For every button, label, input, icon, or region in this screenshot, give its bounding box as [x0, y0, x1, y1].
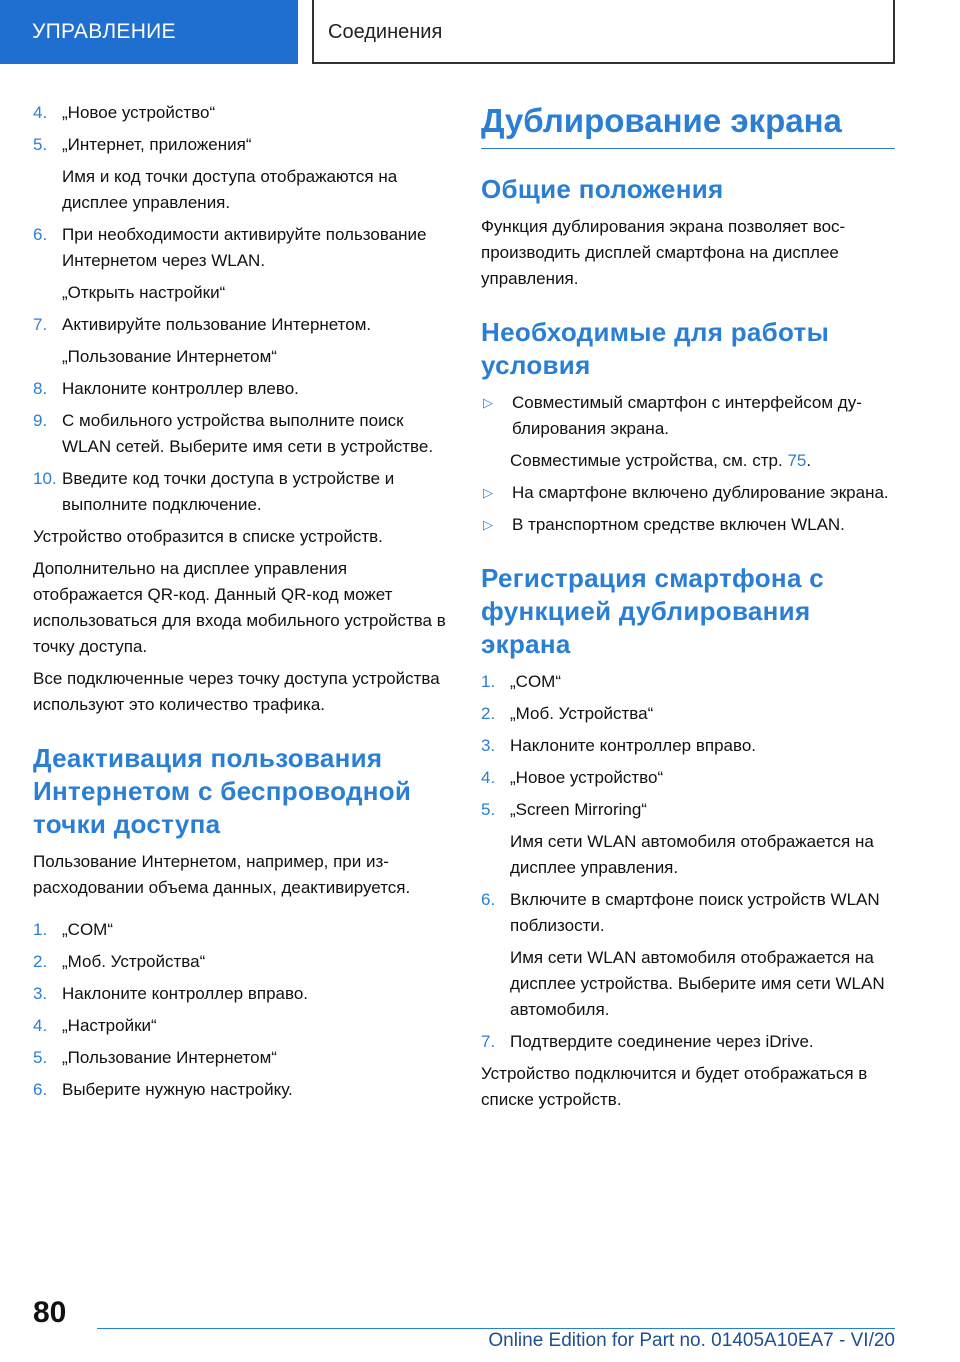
step-note: Имя сети WLAN автомобиля отображается на дисплее управления. — [510, 832, 874, 877]
right-column — [481, 100, 895, 1119]
list-item — [33, 408, 448, 460]
step-number: 4. — [33, 103, 48, 122]
list-item — [33, 981, 448, 1007]
list-item — [33, 1077, 448, 1103]
step-text: „COM“ — [62, 920, 113, 939]
list-item — [33, 100, 448, 126]
step-text: „Моб. Устройства“ — [510, 704, 654, 723]
step-number: 5. — [33, 135, 48, 154]
paragraph: Пользование Интернетом, например, при израсходовании объема данных, деактивируется. — [33, 852, 411, 897]
step-text: Подтвердите соединение через iDrive. — [510, 1032, 814, 1051]
bullet-text: Совместимый смартфон с интерфейсом дублирования экрана. — [512, 393, 862, 438]
section-heading: Необходимые для работы условия — [481, 317, 830, 380]
step-text: Наклоните контроллер вправо. — [510, 736, 757, 755]
paragraph: Функция дублирования экрана позволяет воспроизводить дисплей смартфона на дисплее управления. — [481, 217, 846, 288]
step-number: 10. — [33, 469, 57, 488]
list-item — [33, 1013, 448, 1039]
list-item — [33, 376, 448, 402]
step-text: „Моб. Устройства“ — [62, 952, 206, 971]
bullet-text: На смартфоне включено дублирование экрана. — [512, 483, 889, 502]
step-text: Введите код точки доступа в устройстве и выполните подключение. — [62, 469, 395, 514]
step-number: 8. — [33, 379, 48, 398]
triangle-right-icon: ▷ — [483, 395, 493, 410]
step-number: 4. — [33, 1016, 48, 1035]
step-number: 7. — [33, 315, 48, 334]
section-heading: Общие положения — [481, 174, 724, 204]
step-text: Включите в смартфоне поиск устройств WLAN поблизости. — [510, 890, 880, 935]
paragraph: Устройство отобразится в списке устройств. — [33, 527, 383, 546]
section-title: Соединения — [312, 0, 895, 64]
step-text: Выберите нужную настройку. — [62, 1080, 293, 1099]
list-item — [33, 132, 448, 158]
list-item — [33, 917, 448, 943]
list-item — [481, 765, 895, 791]
step-number: 9. — [33, 411, 48, 430]
step-text: „Пользование Интернетом“ — [62, 1048, 277, 1067]
step-number: 5. — [481, 800, 496, 819]
list-item — [481, 733, 895, 759]
list-item — [33, 312, 448, 338]
step-number: 2. — [481, 704, 496, 723]
triangle-right-icon: ▷ — [483, 517, 493, 532]
step-number: 1. — [33, 920, 48, 939]
paragraph: Все подключенные через точку доступа устройства используют это количество трафика. — [33, 669, 440, 714]
step-note — [510, 448, 895, 474]
step-number: 6. — [33, 1080, 48, 1099]
step-text: „Новое устройство“ — [510, 768, 664, 787]
list-item — [481, 1029, 895, 1055]
step-note: „Пользование Интернетом“ — [62, 347, 277, 366]
triangle-right-icon: ▷ — [483, 485, 493, 500]
step-number: 2. — [33, 952, 48, 971]
step-number: 5. — [33, 1048, 48, 1067]
list-item — [481, 480, 895, 506]
step-text: „Screen Mirroring“ — [510, 800, 647, 819]
step-text: „COM“ — [510, 672, 561, 691]
step-note: Имя и код точки доступа отображаются на дисплее управления. — [62, 167, 398, 212]
list-item — [33, 949, 448, 975]
step-number: 6. — [481, 890, 496, 909]
step-text: Активируйте пользование Интернетом. — [62, 315, 372, 334]
page-number: 80 — [33, 1296, 67, 1329]
paragraph: Дополнительно на дисплее управления отображается QR-код. Данный QR-код может использоваться для входа мобильного устройства в точку доступа. — [33, 559, 446, 656]
step-note: „Открыть настройки“ — [62, 283, 226, 302]
footer-divider — [97, 1328, 895, 1329]
page-title: Дублирование экрана — [481, 100, 895, 149]
step-text: „Настройки“ — [62, 1016, 157, 1035]
footer-edition: Online Edition for Part no. 01405A10EA7 - VI/20 — [488, 1330, 895, 1351]
list-item — [33, 466, 448, 518]
step-number: 1. — [481, 672, 496, 691]
list-item — [481, 512, 895, 538]
step-number: 6. — [33, 225, 48, 244]
list-item — [481, 669, 895, 695]
step-number: 7. — [481, 1032, 496, 1051]
step-number: 3. — [481, 736, 496, 755]
list-item — [481, 797, 895, 823]
section-heading: Регистрация смартфона с функцией дублирования экрана — [481, 563, 824, 659]
list-item — [481, 701, 895, 727]
step-text: Наклоните контроллер влево. — [62, 379, 299, 398]
chapter-tab[interactable]: УПРАВЛЕНИЕ — [0, 0, 298, 64]
bullet-text: В транспортном средстве включен WLAN. — [512, 515, 845, 534]
note-text: Совместимые устройства, см. стр. — [510, 451, 783, 470]
step-number: 3. — [33, 984, 48, 1003]
step-number: 4. — [481, 768, 496, 787]
page-link[interactable]: 75 — [787, 451, 807, 470]
left-column — [33, 100, 448, 1109]
note-text: . — [806, 451, 812, 470]
paragraph: Устройство подключится и будет отображаться в списке устройств. — [481, 1064, 868, 1109]
step-text: С мобильного устройства выполните поиск WLAN сетей. Выберите имя сети в устройстве. — [62, 411, 434, 456]
list-item — [481, 390, 895, 442]
step-text: При необходимости активируйте пользование Интернетом через WLAN. — [62, 225, 427, 270]
step-text: „Интернет, приложения“ — [62, 135, 252, 154]
list-item — [33, 1045, 448, 1071]
step-text: „Новое устройство“ — [62, 103, 216, 122]
step-note: Имя сети WLAN автомобиля отображается на дисплее устройства. Выберите имя сети WLAN автомобиля. — [510, 948, 885, 1019]
list-item — [33, 222, 448, 274]
section-heading: Деактивация пользования Интернетом с беспроводной точки доступа — [33, 743, 412, 839]
step-text: Наклоните контроллер вправо. — [62, 984, 309, 1003]
list-item — [481, 887, 895, 939]
